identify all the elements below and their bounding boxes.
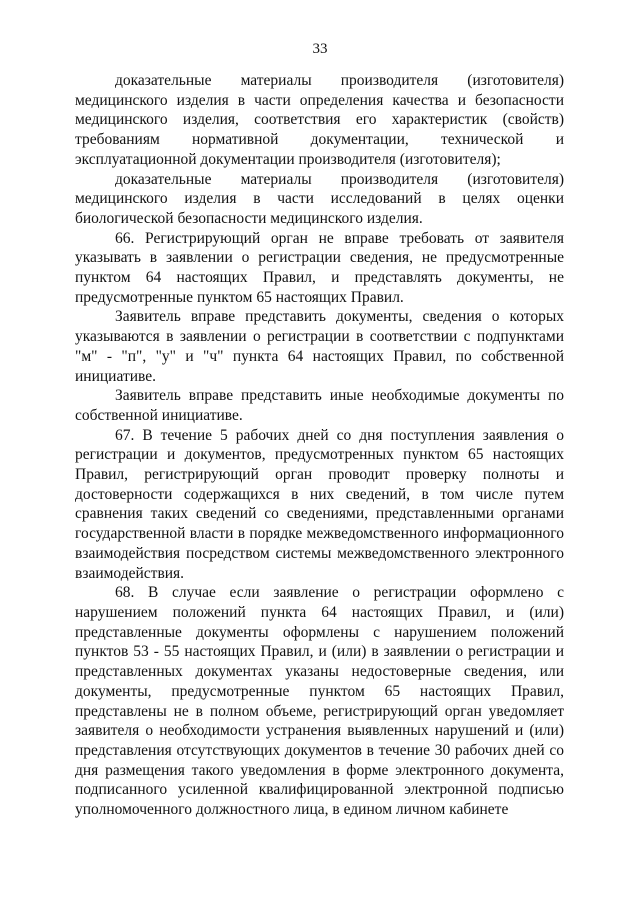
paragraph-clause-66: 66. Регистрирующий орган не вправе требовать от заявителя указывать в заявлении о регистрации сведения, не предусмотренные пунктом 64 настоящих Правил, и представлять документы, не предусмотренные пунктом 65 настоящих Правил. (75, 229, 564, 306)
paragraph-applicant-other-documents: Заявитель вправе представить иные необходимые документы по собственной инициативе. (75, 387, 564, 424)
paragraph-clause-68: 68. В случае если заявление о регистрации оформлено с нарушением положений пункта 64 настоящих Правил, и (или) представленные документы оформлены с нарушением положений пунктов 53 - 55 настоящих Правил, и (или) в заявлении о регистрации и представленных документах указаны недостоверные сведения, или документы, предусмотренные пунктом 65 настоящих Правил, представлены не в полном объеме, регистрирующий орган уведомляет заявителя о необходимости устранения выявленных нарушений и (или) представления отсутствующих документов в течение 30 рабочих дней со дня размещения такого уведомления в форме электронного документа, подписанного усиленной квалифицированной электронной подписью уполномоченного должностного лица, в едином личном кабинете (75, 584, 564, 819)
page-number: 33 (312, 41, 328, 57)
document-body (75, 71, 564, 820)
paragraph-applicant-may-submit: Заявитель вправе представить документы, сведения о которых указываются в заявлении о регистрации в соответствии с подпунктами "м" - "п", "у" и "ч" пункта 64 настоящих Правил, по собственной инициативе. (75, 308, 564, 385)
paragraph-evidence-biological: доказательные материалы производителя (изготовителя) медицинского изделия в части исследований в целях оценки биологической безопасности медицинского изделия. (75, 170, 564, 227)
paragraph-clause-67: 67. В течение 5 рабочих дней со дня поступления заявления о регистрации и документов, предусмотренных пунктом 65 настоящих Правил, регистрирующий орган проводит проверку полноты и достоверности содержащихся в них сведений, в том числе путем сравнения таких сведений со сведениями, представленными органами государственной власти в порядке межведомственного информационного взаимодействия посредством системы межведомственного электронного взаимодействия. (75, 426, 564, 582)
paragraph-evidence-quality: доказательные материалы производителя (изготовителя) медицинского изделия в части определения качества и безопасности медицинского изделия, соответствия его характеристик (свойств) требованиям нормативной документации, технической и эксплуатационной документации производителя (изготовителя); (75, 72, 564, 168)
